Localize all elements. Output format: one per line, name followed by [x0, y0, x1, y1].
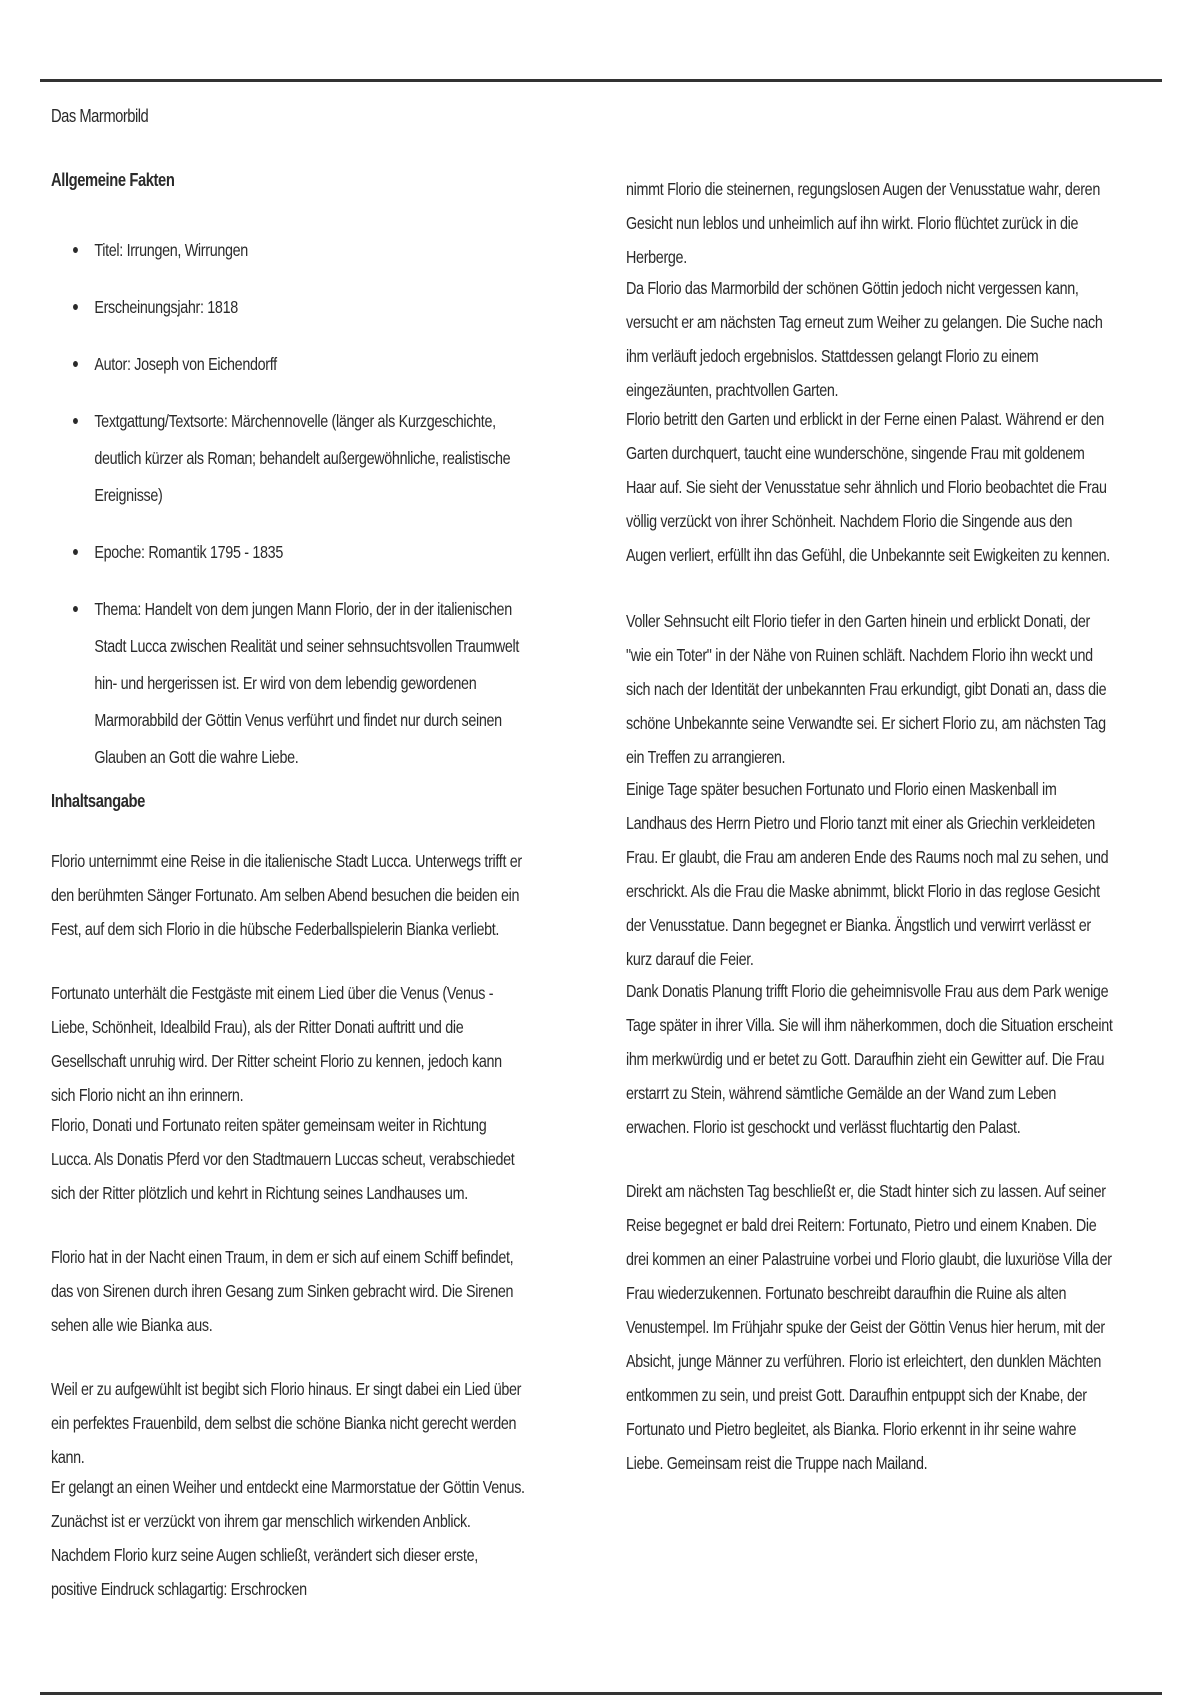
fact-text: Titel: Irrungen, Wirrungen [94, 240, 248, 260]
top-divider [40, 79, 1162, 82]
list-item [73, 534, 540, 571]
list-item [73, 403, 540, 514]
summary-paragraph: Florio, Donati und Fortunato reiten später gemeinsam weiter in Richtung Lucca. Als Donatis Pferd vor den Stadtmauern Luccas scheut, verabschiedet sich der Ritter plötzlich und kehrt in Richtung seines Landhauses um. [51, 1115, 515, 1203]
summary-paragraph: Fortunato unterhält die Festgäste mit einem Lied über die Venus (Venus - Liebe, Schönheit, Idealbild Frau), als der Ritter Donati auftritt und die Gesellschaft unruhig wird. Der Ritter scheint Florio zu kennen, jedoch kann sich Florio nicht an ihn erinnern. [51, 983, 502, 1105]
summary-paragraph: Florio hat in der Nacht einen Traum, in dem er sich auf einem Schiff befindet, das von Sirenen durch ihren Gesang zum Sinken gebracht wird. Die Sirenen sehen alle wie Bianka aus. [51, 1247, 514, 1335]
summary-paragraph: nimmt Florio die steinernen, regungslosen Augen der Venusstatue wahr, deren Gesicht nun leblos und unheimlich auf ihn wirkt. Florio flüchtet zurück in die Herberge. [626, 179, 1100, 267]
list-item [73, 591, 540, 776]
bullet-icon [73, 418, 78, 424]
summary-paragraph: Dank Donatis Planung trifft Florio die geheimnisvolle Frau aus dem Park wenige Tage später in ihrer Villa. Sie will ihm näherkommen, doch die Situation erscheint ihm merkwürdig und er betet zu Gott. Daraufhin zieht ein Gewitter auf. Die Frau erstarrt zu Stein, während sämtliche Gemälde an der Wand zum Leben erwachen. Florio ist geschockt und verlässt fluchtartig den Palast. [626, 981, 1113, 1137]
summary-paragraph: Voller Sehnsucht eilt Florio tiefer in den Garten hinein und erblickt Donati, der "wie ein Toter" in der Nähe von Ruinen schläft. Nachdem Florio ihn weckt und sich nach der Identität der unbekannten Frau erkundigt, gibt Donati an, dass die schöne Unbekannte seine Verwandte sei. Er sichert Florio zu, am nächsten Tag ein Treffen zu arrangieren. [626, 611, 1107, 767]
summary-paragraph: Da Florio das Marmorbild der schönen Göttin jedoch nicht vergessen kann, versucht er am nächsten Tag erneut zum Weiher zu gelangen. Die Suche nach ihm verläuft jedoch ergebnislos. Stattdessen gelangt Florio zu einem eingezäunten, prachtvollen Garten. [626, 278, 1103, 400]
bullet-icon [73, 361, 78, 367]
facts-list [73, 232, 540, 776]
bullet-icon [73, 304, 78, 310]
list-item [73, 289, 540, 326]
summary-paragraph: Direkt am nächsten Tag beschließt er, die Stadt hinter sich zu lassen. Auf seiner Reise begegnet er bald drei Reitern: Fortunato, Pietro und einem Knaben. Die drei kommen an einer Palastruine vorbei und Florio glaubt, die luxuriöse Villa der Frau wiederzukennen. Fortunato beschreibt daraufhin die Ruine als alten Venustempel. Im Frühjahr spuke der Geist der Göttin Venus hier herum, mit der Absicht, junge Männer zu verführen. Florio ist erleichtert, den dunklen Mächten entkommen zu sein, und preist Gott. Daraufhin entpuppt sich der Knabe, der Fortunato und Pietro begleitet, als Bianka. Florio erkennt in ihr seine wahre Liebe. Gemeinsam reist die Truppe nach Mailand. [626, 1181, 1112, 1473]
fact-text: Epoche: Romantik 1795 - 1835 [94, 542, 283, 562]
summary-paragraph: Florio unternimmt eine Reise in die italienische Stadt Lucca. Unterwegs trifft er den berühmten Sänger Fortunato. Am selben Abend besuchen die beiden ein Fest, auf dem sich Florio in die hübsche Federballspielerin Bianka verliebt. [51, 851, 522, 939]
fact-text: Erscheinungsjahr: 1818 [94, 297, 238, 317]
facts-heading: Allgemeine Fakten [51, 170, 175, 190]
summary-paragraph: Florio betritt den Garten und erblickt in der Ferne einen Palast. Während er den Garten durchquert, taucht eine wunderschöne, singende Frau mit goldenem Haar auf. Sie sieht der Venusstatue sehr ähnlich und Florio beobachtet die Frau völlig verzückt von ihrer Schönheit. Nachdem Florio die Singende aus den Augen verliert, erfüllt ihn das Gefühl, die Unbekannte seit Ewigkeiten zu kennen. [626, 409, 1110, 565]
fact-text: Autor: Joseph von Eichendorff [94, 354, 277, 374]
fact-text: Thema: Handelt von dem jungen Mann Florio, der in der italienischen Stadt Lucca zwischen Realität und seiner sehnsuchtsvollen Traumwelt hin- und hergerissen ist. Er wird von dem lebendig gewordenen Marmorabbild der Göttin Venus verführt und findet nur durch seinen Glauben an Gott die wahre Liebe. [94, 599, 520, 767]
list-item [73, 346, 540, 383]
bullet-icon [73, 606, 78, 612]
summary-paragraph: Er gelangt an einen Weiher und entdeckt eine Marmorstatue der Göttin Venus. Zunächst ist er verzückt von ihrem gar menschlich wirkenden Anblick. Nachdem Florio kurz seine Augen schließt, verändert sich dieser erste, positive Eindruck schlagartig: Erschrocken [51, 1477, 525, 1599]
list-item [73, 232, 540, 269]
fact-text: Textgattung/Textsorte: Märchennovelle (länger als Kurzgeschichte, deutlich kürzer als Roman; behandelt außergewöhnliche, realistische Ereignisse) [94, 411, 511, 505]
summary-paragraph: Einige Tage später besuchen Fortunato und Florio einen Maskenball im Landhaus des Herrn Pietro und Florio tanzt mit einer als Griechin verkleideten Frau. Er glaubt, die Frau am anderen Ende des Raums noch mal zu sehen, und erschrickt. Als die Frau die Maske abnimmt, blickt Florio in das reglose Gesicht der Venusstatue. Dann begegnet er Bianka. Ängstlich und verwirrt verlässt er kurz darauf die Feier. [626, 779, 1109, 969]
bullet-icon [73, 247, 78, 253]
document-title: Das Marmorbild [51, 106, 149, 126]
bullet-icon [73, 549, 78, 555]
summary-paragraph: Weil er zu aufgewühlt ist begibt sich Florio hinaus. Er singt dabei ein Lied über ein perfektes Frauenbild, dem selbst die schöne Bianka nicht gerecht werden kann. [51, 1379, 522, 1467]
bottom-divider [40, 1692, 1162, 1695]
summary-heading: Inhaltsangabe [51, 791, 145, 811]
